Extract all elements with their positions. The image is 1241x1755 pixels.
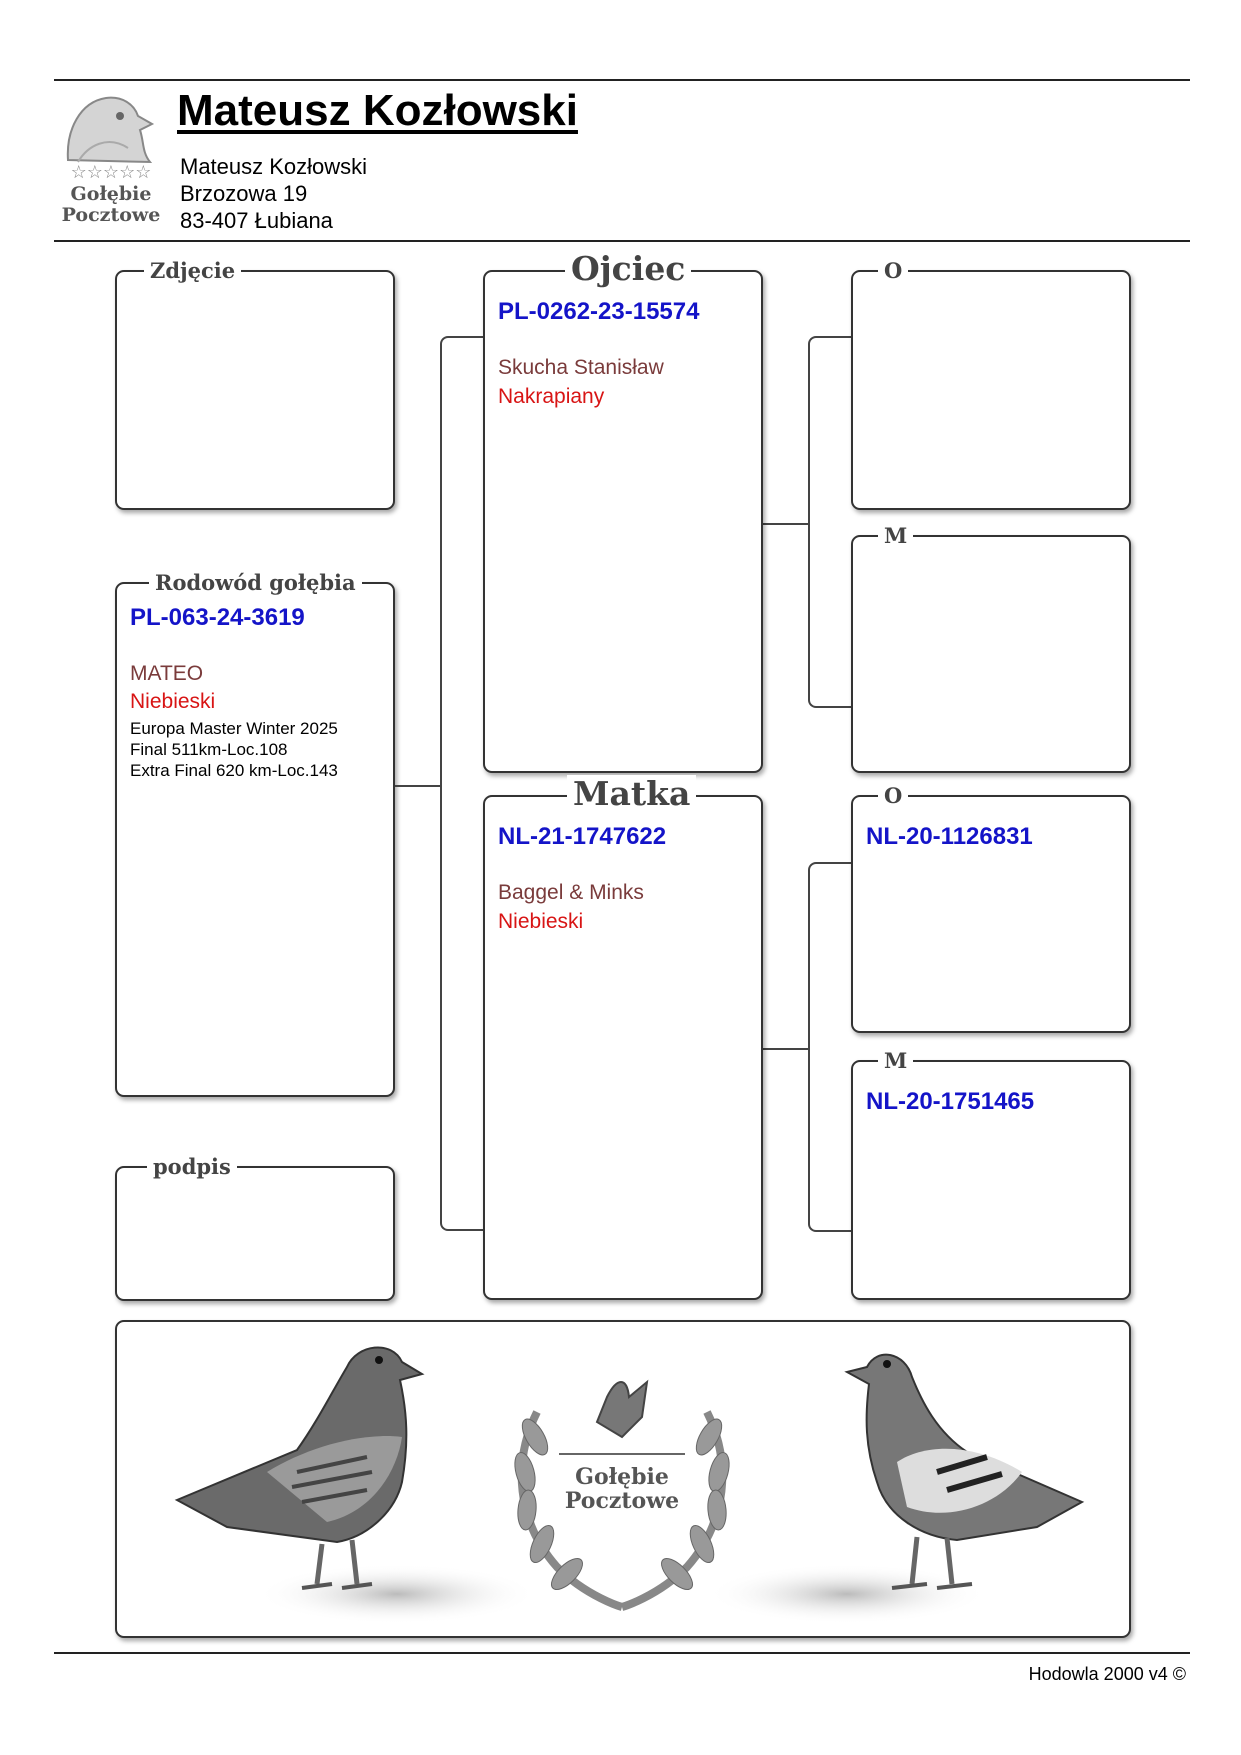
mother-father-ring-number: NL-20-1126831 bbox=[866, 823, 1033, 850]
right-pigeon-icon bbox=[707, 1355, 1082, 1624]
father-owner: Skucha Stanisław bbox=[498, 356, 664, 379]
pigeon-note: Europa Master Winter 2025 bbox=[130, 719, 338, 738]
pigeon-note: Extra Final 620 km-Loc.143 bbox=[130, 761, 338, 780]
svg-text:Pocztowe: Pocztowe bbox=[61, 204, 161, 226]
mother-ring-number: NL-21-1747622 bbox=[498, 823, 667, 850]
father-grandparents-bracket bbox=[808, 336, 851, 708]
pedigree-panel bbox=[115, 570, 395, 1097]
breeder-title: Mateusz Kozłowski bbox=[177, 86, 578, 135]
pigeon-ring-number: PL-063-24-3619 bbox=[130, 604, 305, 631]
father-mother-label: M bbox=[878, 523, 913, 549]
signature-panel[interactable] bbox=[115, 1154, 395, 1301]
mother-mother-panel bbox=[851, 1048, 1131, 1300]
mother-color: Niebieski bbox=[498, 910, 584, 933]
header-bottom-rule bbox=[54, 240, 1190, 242]
pigeon-color: Niebieski bbox=[130, 690, 216, 713]
father-panel bbox=[483, 249, 763, 773]
svg-text:Gołębie: Gołębie bbox=[575, 1464, 669, 1490]
pedigree-panel-label: Rodowód gołębia bbox=[149, 570, 362, 596]
mother-grandparents-bracket bbox=[808, 862, 851, 1232]
banner-panel bbox=[115, 1320, 1131, 1638]
pigeon-name: MATEO bbox=[130, 662, 204, 685]
father-father-label: O bbox=[878, 258, 908, 284]
photo-panel[interactable] bbox=[115, 258, 395, 510]
mother-father-panel bbox=[851, 783, 1131, 1033]
father-mother-panel bbox=[851, 523, 1131, 773]
father-ring-number: PL-0262-23-15574 bbox=[498, 298, 700, 325]
footer-rule bbox=[54, 1652, 1190, 1654]
flying-pigeon-icon bbox=[597, 1382, 647, 1437]
photo-panel-label: Zdjęcie bbox=[144, 258, 241, 284]
banner-artwork bbox=[117, 1322, 1129, 1636]
top-rule bbox=[54, 79, 1190, 81]
footer-credit: Hodowla 2000 v4 © bbox=[1028, 1664, 1186, 1684]
father-to-grandparents-connector bbox=[763, 523, 808, 525]
pigeon-to-parents-connector bbox=[395, 785, 440, 787]
parents-bracket bbox=[440, 336, 483, 1231]
mother-father-label: O bbox=[878, 783, 908, 809]
mother-mother-ring-number: NL-20-1751465 bbox=[866, 1088, 1035, 1115]
pigeon-head-icon bbox=[68, 98, 152, 162]
svg-text:Pocztowe: Pocztowe bbox=[564, 1488, 680, 1514]
golebie-pocztowe-logo bbox=[58, 90, 164, 230]
mother-panel bbox=[483, 774, 763, 1300]
address-city: 83-407 Łubiana bbox=[180, 208, 333, 233]
signature-panel-label: podpis bbox=[147, 1154, 237, 1180]
mother-panel-label: Matka bbox=[567, 775, 696, 813]
mother-owner: Baggel & Minks bbox=[498, 881, 644, 904]
pigeon-note: Final 511km-Loc.108 bbox=[130, 740, 288, 759]
father-panel-label: Ojciec bbox=[565, 250, 691, 288]
stars-icon: ☆☆☆☆☆ bbox=[70, 162, 152, 183]
address-name: Mateusz Kozłowski bbox=[180, 154, 368, 179]
svg-text:Gołębie: Gołębie bbox=[70, 183, 152, 205]
mother-to-grandparents-connector bbox=[763, 1048, 808, 1050]
father-color: Nakrapiany bbox=[498, 385, 605, 408]
address-street: Brzozowa 19 bbox=[180, 181, 308, 206]
mother-mother-label: M bbox=[878, 1048, 913, 1074]
left-pigeon-icon bbox=[177, 1347, 537, 1624]
laurel-emblem-icon bbox=[511, 1382, 733, 1607]
father-father-panel bbox=[851, 258, 1131, 510]
